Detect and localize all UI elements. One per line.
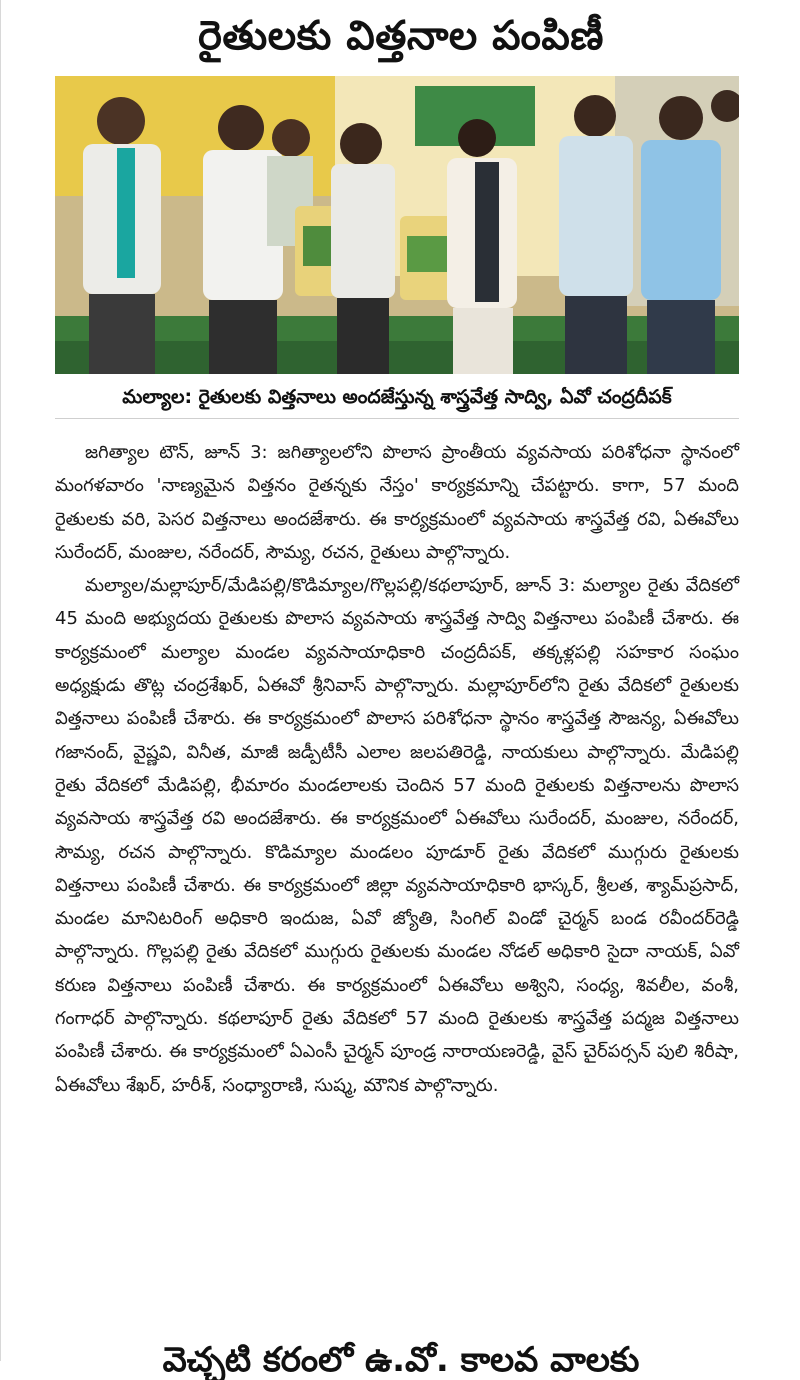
article-paragraph: జగిత్యాల టౌన్, జూన్ 3: జగిత్యాలలోని పొలాస ప్రాంతీయ వ్యవసాయ పరిశోధనా స్థానంలో మంగళవారం 'నాణ్యమైన విత్తనం రైతన్నకు నేస్తం' కార్యక్రమాన్ని చేపట్టారు. కాగా, 57 మంది రైతులకు వరి, పెసర విత్తనాలు అందజేశారు. ఈ కార్యక్రమంలో వ్యవసాయ శాస్త్రవేత్త రవి, ఏఈవోలు సురేందర్, మంజుల, నరేందర్, సౌమ్య, రచన, రైతులు పాల్గొన్నారు.: [55, 442, 739, 563]
article-photo: [55, 76, 739, 374]
article-headline: రైతులకు విత్తనాల పంపిణీ: [198, 13, 604, 59]
article-body: [55, 436, 739, 1102]
article-paragraph: మల్యాల/మల్లాపూర్/మేడిపల్లి/కొడిమ్యాల/గొల్లపల్లి/కథలాపూర్, జూన్ 3: మల్యాల రైతు వేదికలో 45 మంది అభ్యుదయ రైతులకు పొలాస వ్యవసాయ శాస్త్రవేత్త సాద్వి విత్తనాలు పంపిణీ చేశారు. ఈ కార్యక్రమంలో మల్యాల మండల వ్యవసాయాధికారి చంద్రదీపక్, తక్కళ్లపల్లి సహకార సంఘం అధ్యక్షుడు తొట్ల చంద్రశేఖర్, ఏఈవో శ్రీనివాస్ పాల్గొన్నారు. మల్లాపూర్‌లోని రైతు వేదికలో రైతులకు విత్తనాలు పంపిణీ చేశారు. ఈ కార్యక్రమంలో పొలాస పరిశోధనా స్థానం శాస్త్రవేత్త సౌజన్య, ఏఈవోలు గజానంద్, వైష్ణవి, వినీత, మాజీ జడ్పీటీసీ ఎలాల జలపతిరెడ్డి, నాయకులు పాల్గొన్నారు. మేడిపల్లి రైతు వేదికలో మేడిపల్లి, భీమారం మండలాలకు చెందిన 57 మంది రైతులకు విత్తనాలను పొలాస వ్యవసాయ శాస్త్రవేత్త రవి అందజేశారు. ఈ కార్యక్రమంలో ఏఈవోలు సురేందర్, మంజుల, నరేందర్, సౌమ్య, రచన పాల్గొన్నారు. కొడిమ్యాల మండలం పూడూర్ రైతు వేదికలో ముగ్గురు రైతులకు విత్తనాలు పంపిణీ చేశారు. ఈ కార్యక్రమంలో జిల్లా వ్యవసాయాధికారి భాస్కర్, శ్రీలత, శ్యామ్‌ప్రసాద్, మండల మానిటరింగ్ అధికారి ఇందుజ, ఏవో జ్యోతి, సింగిల్ విండో చైర్మన్ బండ రవీందర్‌రెడ్డి పాల్గొన్నారు. గొల్లపల్లి రైతు వేదికలో ముగ్గురు రైతులకు మండల నోడల్ అధికారి సైదా నాయక్, ఏవో కరుణ విత్తనాలు పంపిణీ చేశారు. ఈ కార్యక్రమంలో ఏఈవోలు అశ్విని, సంధ్య, శివలీల, వంశీ, గంగాధర్ పాల్గొన్నారు. కథలాపూర్ రైతు వేదికలో 57 మంది రైతులకు శాస్త్రవేత్త పద్మజ విత్తనాలు పంపిణీ చేశారు. ఈ కార్యక్రమంలో ఏఎంసీ చైర్మన్ పూండ్ర నారాయణరెడ్డి, వైస్ చైర్‌పర్సన్ పులి శిరీషా, ఏఈవోలు శేఖర్, హరీశ్, సంధ్యారాణి, సుష్మ, మౌనిక పాల్గొన్నారు.: [55, 575, 739, 1096]
next-article-headline: వెచ్చటి కరంలో ఉ.వో. కాలవ వాలకు: [162, 1340, 640, 1380]
caption-divider: [55, 418, 739, 419]
photo-caption: మల్యాల: రైతులకు విత్తనాలు అందజేస్తున్న శాస్త్రవేత్త సాద్వి, ఏవో చంద్రదీపక్: [122, 386, 672, 408]
